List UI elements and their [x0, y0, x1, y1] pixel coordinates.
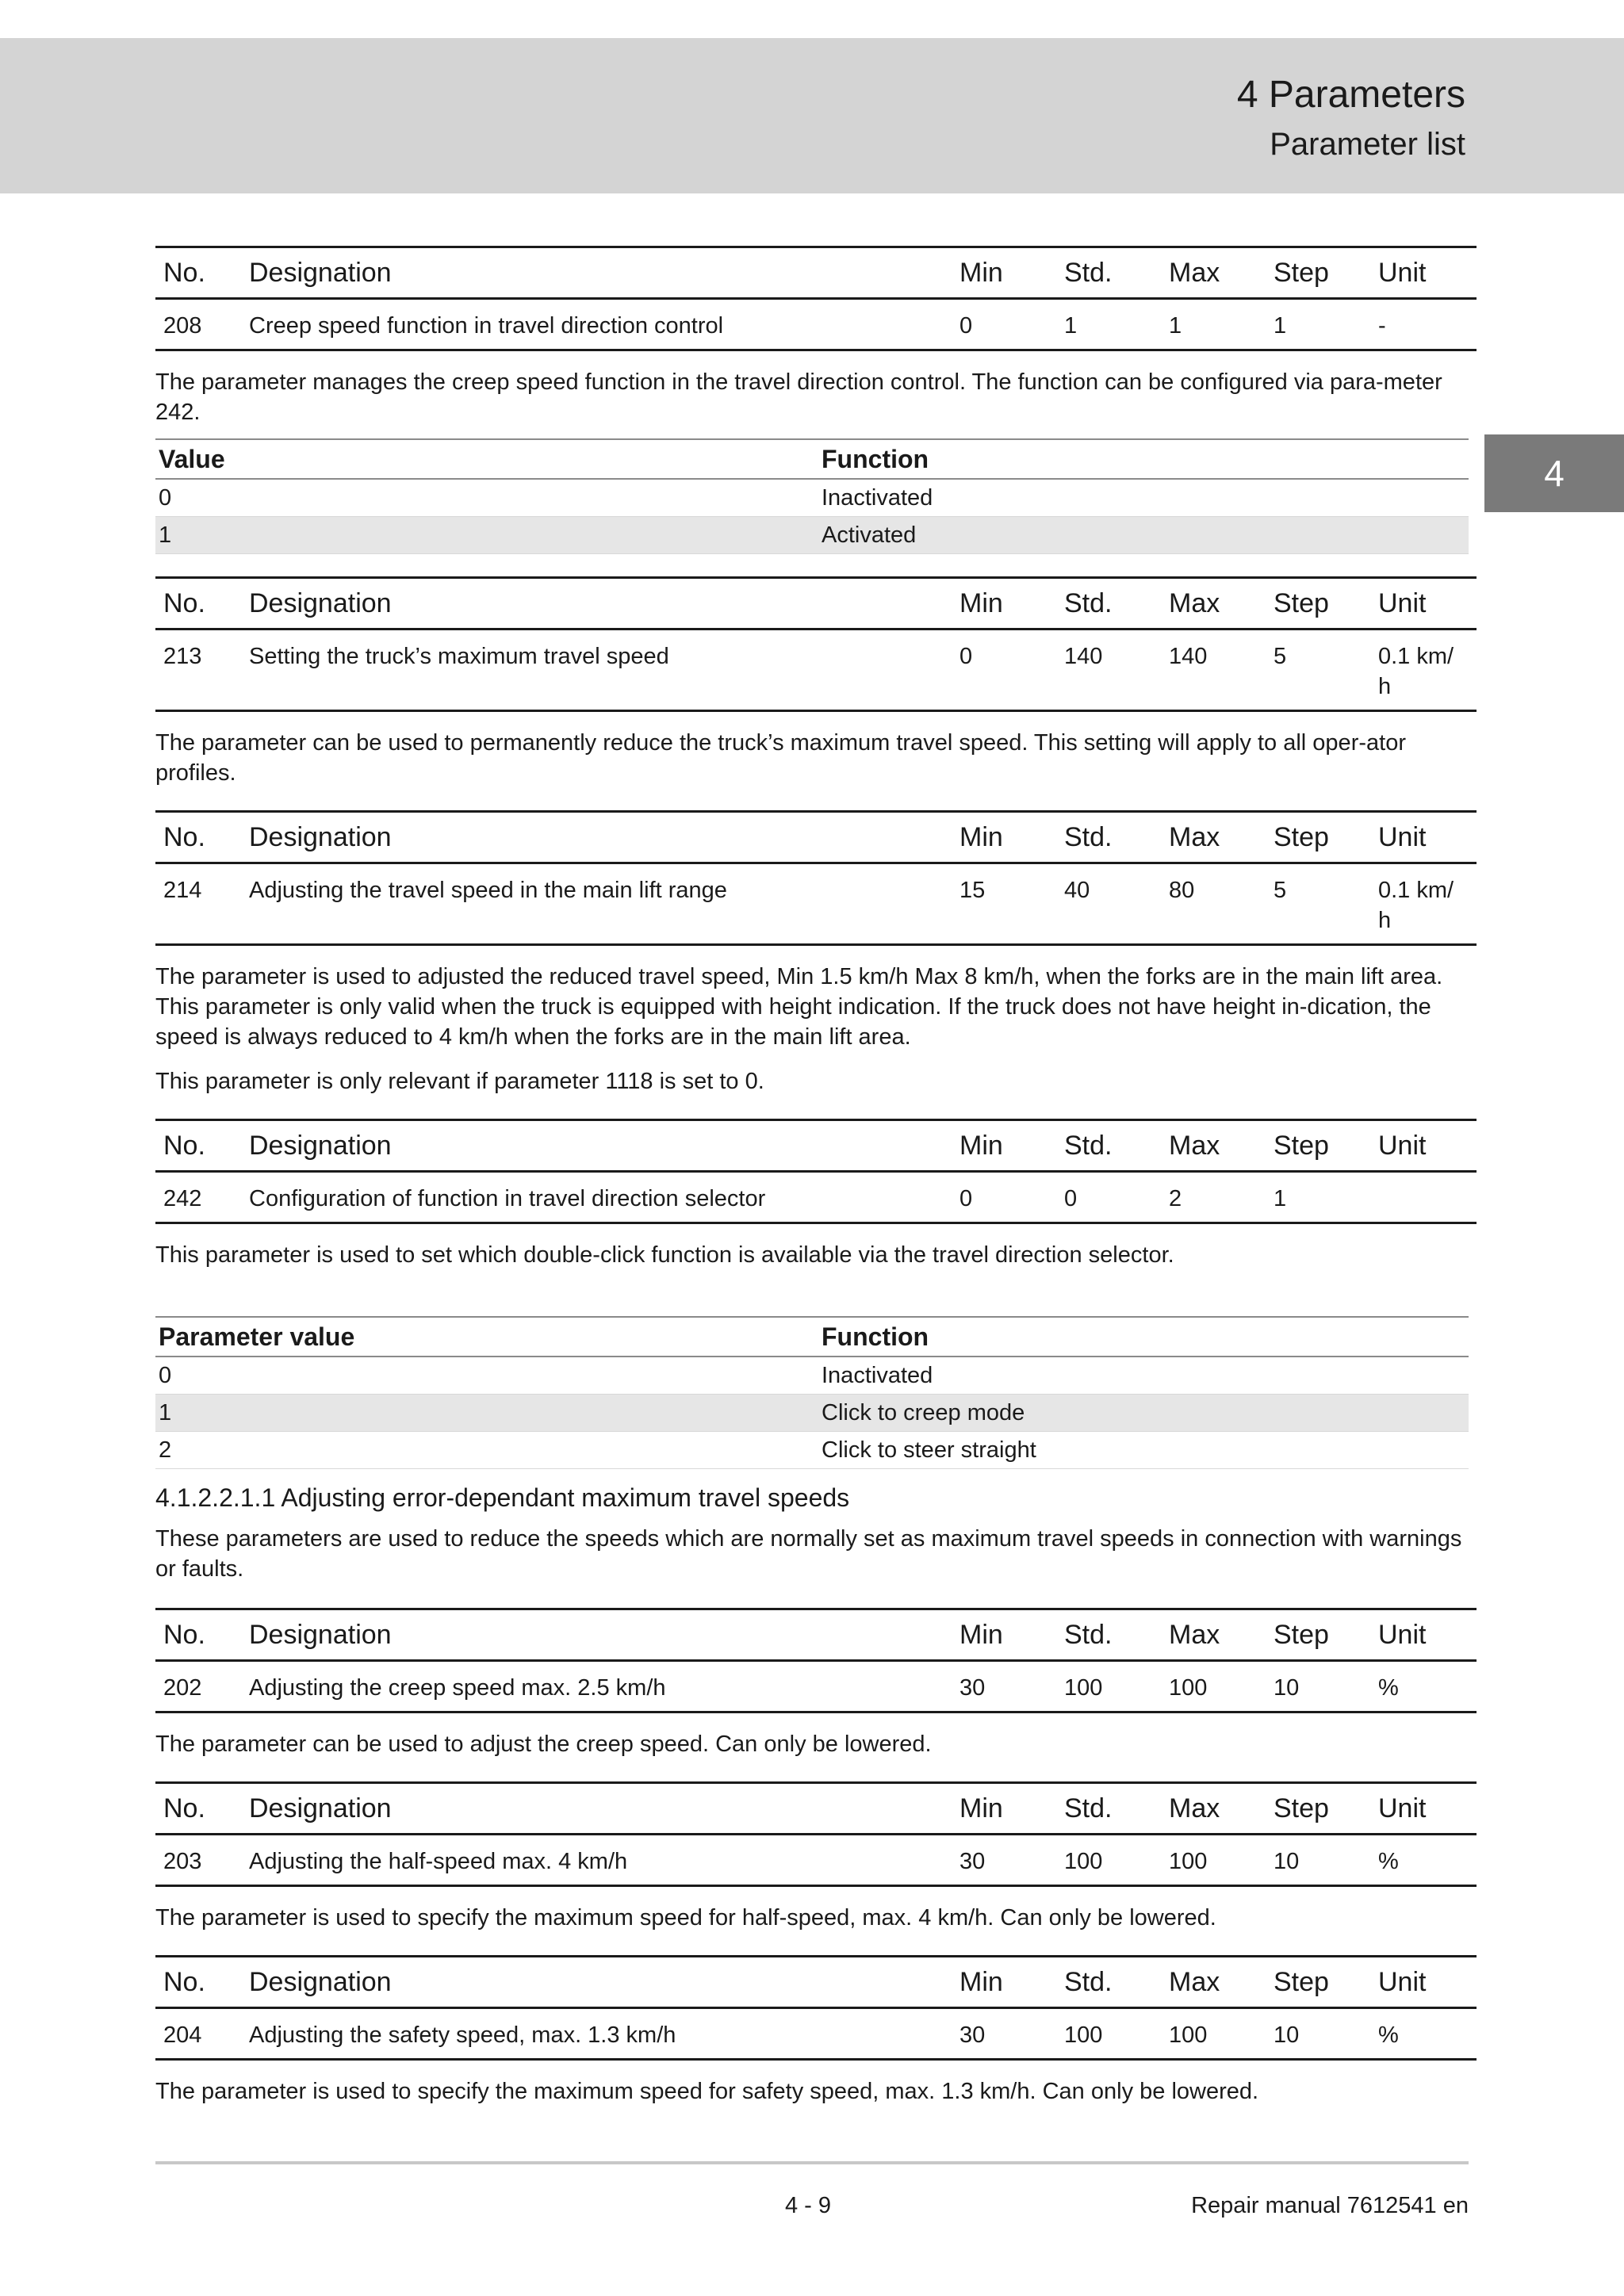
table-header-row [155, 1783, 1477, 1835]
value-table-208 [155, 438, 1469, 554]
cell-step: 5 [1274, 629, 1378, 711]
parameter-table-242 [155, 1119, 1477, 1224]
cell-designation: Adjusting the half-speed max. 4 km/h [249, 1835, 959, 1886]
cell-step: 1 [1274, 299, 1378, 350]
col-header-function: Function [818, 439, 1469, 479]
cell-step: 10 [1274, 1661, 1378, 1712]
parameter-table-208 [155, 246, 1477, 351]
cell-designation: Adjusting the travel speed in the main lift range [249, 863, 959, 945]
col-header-std: Std. [1064, 578, 1169, 629]
col-header-unit: Unit [1378, 1120, 1477, 1172]
parameter-table-204 [155, 1955, 1477, 2061]
value-table-242 [155, 1316, 1469, 1469]
col-header-step: Step [1274, 578, 1378, 629]
cell-step: 10 [1274, 1835, 1378, 1886]
col-header-step: Step [1274, 1120, 1378, 1172]
chapter-title: 4 Parameters [1236, 74, 1465, 116]
footer-manual-title: Repair manual [1191, 2193, 1341, 2218]
col-header-designation: Designation [249, 1120, 959, 1172]
col-header-max: Max [1169, 1957, 1274, 2008]
col-header-step: Step [1274, 1783, 1378, 1835]
description-203: The parameter is used to specify the maximum speed for half-speed, max. 4 km/h. Can only be lowered. [155, 1905, 1216, 1931]
table-header-row [155, 1957, 1477, 2008]
description-242: This parameter is used to set which double-click function is available via the travel direction selector. [155, 1242, 1174, 1268]
cell-unit: % [1378, 1661, 1477, 1712]
table-row [155, 1661, 1477, 1712]
cell-no: 214 [155, 863, 249, 945]
cell-unit: - [1378, 299, 1477, 350]
cell-min: 15 [959, 863, 1064, 945]
col-header-no: No. [155, 247, 249, 299]
col-header-std: Std. [1064, 1957, 1169, 2008]
cell-max: 100 [1169, 2008, 1274, 2060]
cell-min: 30 [959, 2008, 1064, 2060]
col-header-no: No. [155, 1957, 249, 2008]
col-header-std: Std. [1064, 247, 1169, 299]
cell-step: 10 [1274, 2008, 1378, 2060]
cell-max: 80 [1169, 863, 1274, 945]
col-header-max: Max [1169, 578, 1274, 629]
col-header-no: No. [155, 578, 249, 629]
cell-unit: % [1378, 1835, 1477, 1886]
subsection-heading: 4.1.2.2.1.1 Adjusting error-dependant maximum travel speeds [155, 1483, 850, 1512]
cell-std: 100 [1064, 2008, 1169, 2060]
cell-no: 242 [155, 1172, 249, 1223]
col-header-designation: Designation [249, 1957, 959, 2008]
cell-no: 202 [155, 1661, 249, 1712]
cell-value: 0 [155, 1357, 818, 1395]
col-header-parameter-value: Parameter value [155, 1317, 818, 1357]
cell-max: 140 [1169, 629, 1274, 711]
table-row [155, 629, 1477, 711]
col-header-max: Max [1169, 1783, 1274, 1835]
col-header-unit: Unit [1378, 578, 1477, 629]
cell-min: 0 [959, 299, 1064, 350]
col-header-designation: Designation [249, 1783, 959, 1835]
col-header-unit: Unit [1378, 812, 1477, 863]
cell-std: 40 [1064, 863, 1169, 945]
col-header-max: Max [1169, 247, 1274, 299]
section-title: Parameter list [1270, 127, 1465, 162]
cell-value: 0 [155, 479, 818, 517]
table-row [155, 1395, 1469, 1432]
cell-unit: 0.1 km/ h [1378, 629, 1477, 711]
footer-divider [155, 2161, 1469, 2164]
cell-no: 203 [155, 1835, 249, 1886]
table-row [155, 863, 1477, 945]
cell-no: 213 [155, 629, 249, 711]
cell-designation: Configuration of function in travel direction selector [249, 1172, 959, 1223]
table-row [155, 479, 1469, 517]
col-header-designation: Designation [249, 1609, 959, 1661]
col-header-function: Function [818, 1317, 1469, 1357]
description-214: The parameter is used to adjusted the reduced travel speed, Min 1.5 km/h Max 8 km/h, when the forks are in the main lift area. This parameter is only valid when the truck is equipped with height indication. If the truck does not have height in-dication, the speed is always reduced to 4 km/h when the forks are in the main lift area. [155, 964, 1443, 1050]
cell-std: 100 [1064, 1661, 1169, 1712]
col-header-no: No. [155, 1783, 249, 1835]
col-header-step: Step [1274, 1957, 1378, 2008]
cell-designation: Setting the truck’s maximum travel speed [249, 629, 959, 711]
cell-no: 204 [155, 2008, 249, 2060]
col-header-unit: Unit [1378, 1783, 1477, 1835]
col-header-designation: Designation [249, 578, 959, 629]
table-header-row [155, 578, 1477, 629]
col-header-min: Min [959, 247, 1064, 299]
col-header-max: Max [1169, 812, 1274, 863]
col-header-std: Std. [1064, 812, 1169, 863]
parameter-table-202 [155, 1608, 1477, 1713]
col-header-std: Std. [1064, 1120, 1169, 1172]
col-header-no: No. [155, 812, 249, 863]
cell-value: 1 [155, 1395, 818, 1432]
table-header-row [155, 1317, 1469, 1357]
page-number: 4 - 9 [785, 2193, 832, 2218]
col-header-no: No. [155, 1609, 249, 1661]
col-header-min: Min [959, 812, 1064, 863]
col-header-max: Max [1169, 1609, 1274, 1661]
footer-document-info [1191, 2193, 1469, 2219]
cell-max: 1 [1169, 299, 1274, 350]
col-header-unit: Unit [1378, 1957, 1477, 2008]
col-header-step: Step [1274, 247, 1378, 299]
table-header-row [155, 1120, 1477, 1172]
subsection-description: These parameters are used to reduce the speeds which are normally set as maximum travel speeds in connection with warnings or faults. [155, 1526, 1462, 1582]
cell-max: 100 [1169, 1835, 1274, 1886]
cell-min: 0 [959, 1172, 1064, 1223]
footer-document-number: 7612541 en [1346, 2193, 1469, 2218]
cell-min: 30 [959, 1661, 1064, 1712]
cell-function: Activated [818, 517, 1469, 554]
description-204: The parameter is used to specify the maximum speed for safety speed, max. 1.3 km/h. Can only be lowered. [155, 2079, 1259, 2104]
cell-value: 2 [155, 1432, 818, 1469]
description-214-note: This parameter is only relevant if parameter 1118 is set to 0. [155, 1069, 764, 1094]
col-header-min: Min [959, 1609, 1064, 1661]
col-header-min: Min [959, 1957, 1064, 2008]
col-header-step: Step [1274, 1609, 1378, 1661]
cell-max: 100 [1169, 1661, 1274, 1712]
col-header-designation: Designation [249, 247, 959, 299]
col-header-designation: Designation [249, 812, 959, 863]
chapter-tab[interactable]: 4 [1484, 434, 1624, 512]
col-header-min: Min [959, 1120, 1064, 1172]
description-202: The parameter can be used to adjust the creep speed. Can only be lowered. [155, 1732, 932, 1757]
table-header-row [155, 1609, 1477, 1661]
table-header-row [155, 247, 1477, 299]
parameter-table-214 [155, 810, 1477, 946]
cell-max: 2 [1169, 1172, 1274, 1223]
col-header-std: Std. [1064, 1609, 1169, 1661]
cell-min: 30 [959, 1835, 1064, 1886]
table-header-row [155, 439, 1469, 479]
cell-step: 1 [1274, 1172, 1378, 1223]
parameter-table-203 [155, 1781, 1477, 1887]
cell-std: 140 [1064, 629, 1169, 711]
description-208: The parameter manages the creep speed function in the travel direction control. The function can be configured via para-meter 242. [155, 369, 1442, 425]
cell-designation: Adjusting the safety speed, max. 1.3 km/h [249, 2008, 959, 2060]
col-header-min: Min [959, 1783, 1064, 1835]
col-header-min: Min [959, 578, 1064, 629]
page-content [155, 246, 1469, 2107]
col-header-value: Value [155, 439, 818, 479]
table-row [155, 1172, 1477, 1223]
col-header-max: Max [1169, 1120, 1274, 1172]
cell-function: Click to steer straight [818, 1432, 1469, 1469]
col-header-no: No. [155, 1120, 249, 1172]
col-header-unit: Unit [1378, 1609, 1477, 1661]
description-213: The parameter can be used to permanently reduce the truck’s maximum travel speed. This setting will apply to all oper-ator profiles. [155, 730, 1406, 786]
cell-min: 0 [959, 629, 1064, 711]
table-row [155, 299, 1477, 350]
table-row [155, 1835, 1477, 1886]
cell-designation: Adjusting the creep speed max. 2.5 km/h [249, 1661, 959, 1712]
cell-std: 1 [1064, 299, 1169, 350]
cell-function: Click to creep mode [818, 1395, 1469, 1432]
cell-value: 1 [155, 517, 818, 554]
col-header-unit: Unit [1378, 247, 1477, 299]
cell-unit [1378, 1172, 1477, 1223]
cell-function: Inactivated [818, 479, 1469, 517]
cell-designation: Creep speed function in travel direction control [249, 299, 959, 350]
parameter-table-213 [155, 576, 1477, 712]
cell-std: 0 [1064, 1172, 1169, 1223]
col-header-step: Step [1274, 812, 1378, 863]
table-header-row [155, 812, 1477, 863]
cell-step: 5 [1274, 863, 1378, 945]
table-row [155, 517, 1469, 554]
cell-unit: 0.1 km/ h [1378, 863, 1477, 945]
table-row [155, 1432, 1469, 1469]
cell-std: 100 [1064, 1835, 1169, 1886]
cell-unit: % [1378, 2008, 1477, 2060]
table-row [155, 2008, 1477, 2060]
cell-function: Inactivated [818, 1357, 1469, 1395]
table-row [155, 1357, 1469, 1395]
col-header-std: Std. [1064, 1783, 1169, 1835]
cell-no: 208 [155, 299, 249, 350]
